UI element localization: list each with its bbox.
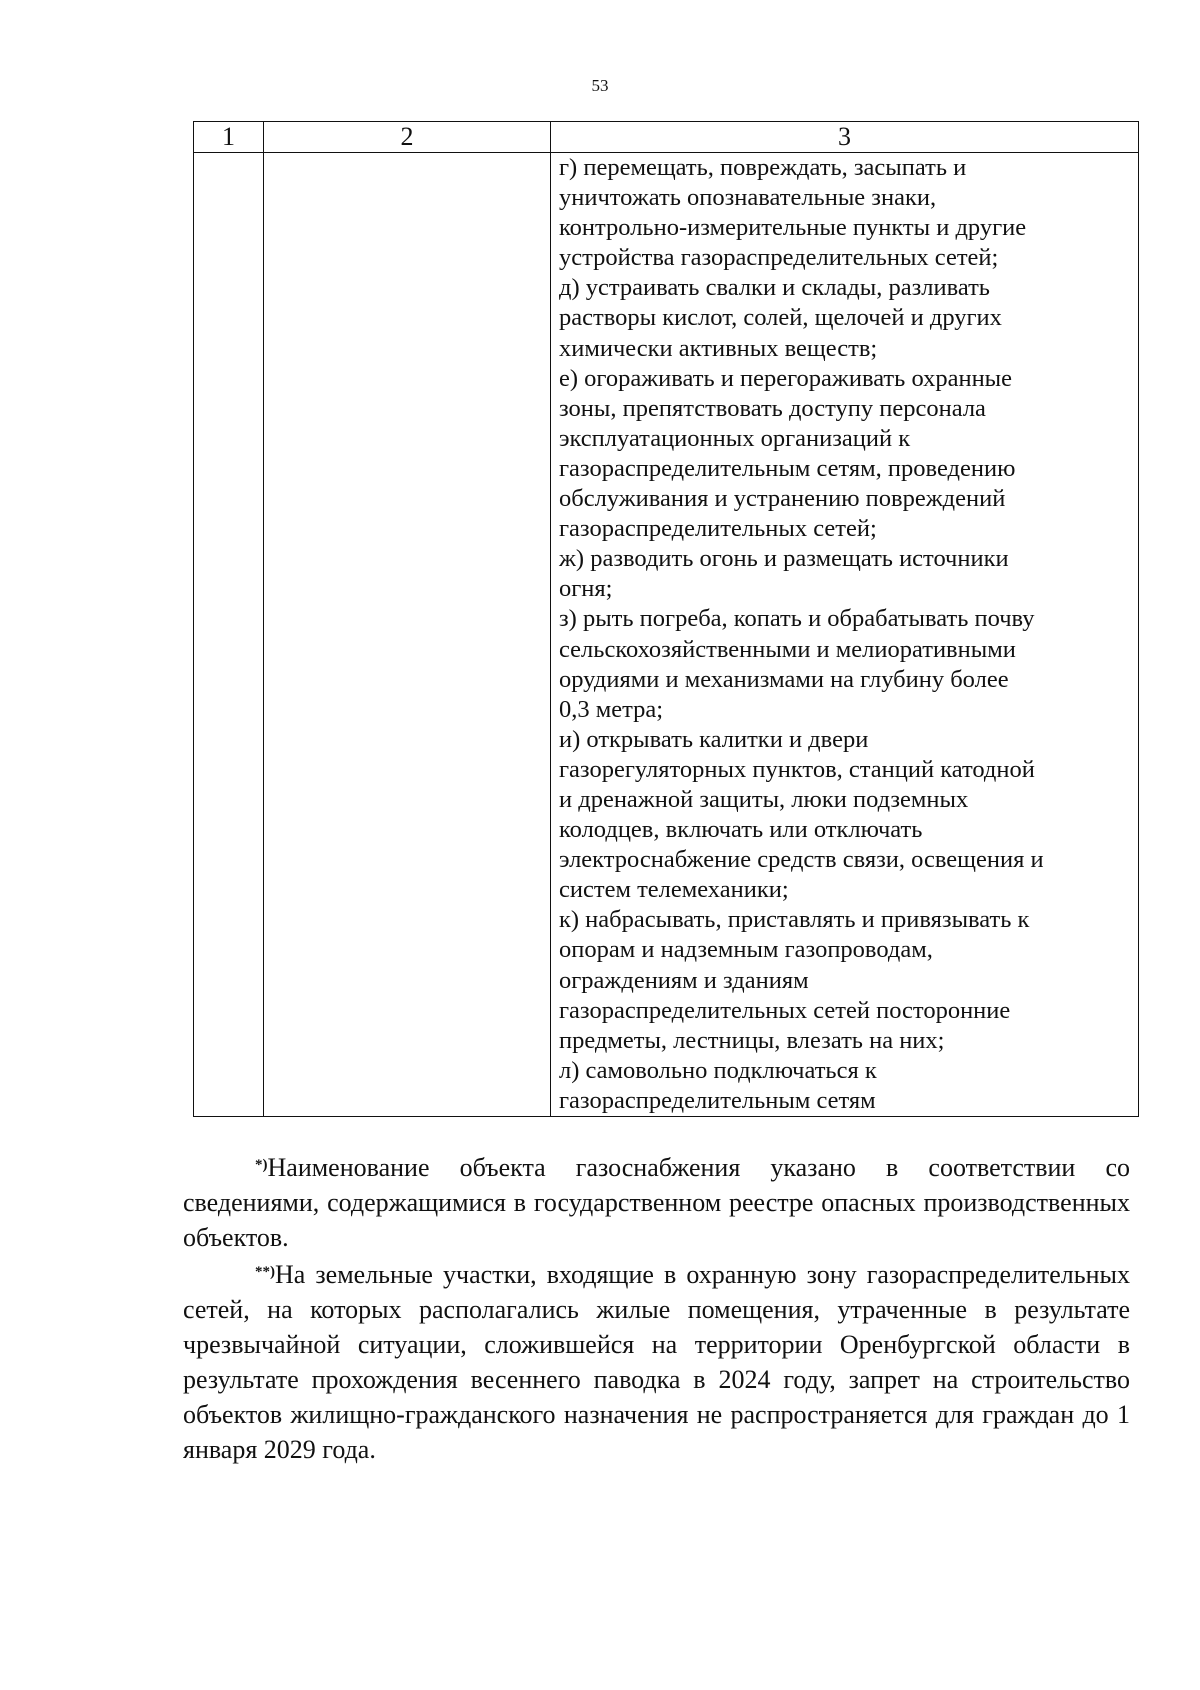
table-cell-col1 <box>194 153 264 1117</box>
restriction-line: уничтожать опознавательные знаки, <box>559 184 937 212</box>
footnote-2 <box>183 1257 1130 1467</box>
restriction-line: л) самовольно подключаться к <box>559 1056 877 1084</box>
restriction-line: и) открывать калитки и двери <box>559 725 869 753</box>
restriction-line: огня; <box>559 575 613 603</box>
column-header-3: 3 <box>551 122 1139 153</box>
page-number: 53 <box>591 76 609 95</box>
table-cell-col2 <box>264 153 551 1117</box>
footnote-1 <box>183 1150 1130 1255</box>
restriction-line: к) набрасывать, приставлять и привязывать к <box>559 906 1030 934</box>
restriction-line: орудиями и механизмами на глубину более <box>559 665 1009 693</box>
footnote-mark: **) <box>255 1264 275 1280</box>
restriction-line: устройства газораспределительных сетей; <box>559 244 999 272</box>
restriction-line: растворы кислот, солей, щелочей и других <box>559 304 1002 332</box>
restriction-line: д) устраивать свалки и склады, разливать <box>559 274 990 302</box>
restriction-line: газорегуляторных пунктов, станций катодной <box>559 755 1035 783</box>
restriction-line: газораспределительных сетей; <box>559 515 877 543</box>
restrictions-table <box>193 121 1139 1117</box>
restriction-line: ограждениям и зданиям <box>559 966 809 994</box>
restriction-line: газораспределительным сетям <box>559 1086 876 1114</box>
table-row <box>194 153 1139 1117</box>
restriction-line: химически активных веществ; <box>559 334 878 362</box>
restriction-line: г) перемещать, повреждать, засыпать и <box>559 154 967 181</box>
table-header-row <box>194 122 1139 153</box>
footnotes <box>183 1150 1130 1467</box>
restriction-line: колодцев, включать или отключать <box>559 816 923 844</box>
column-header-2: 2 <box>264 122 551 153</box>
restrictions-list <box>551 153 1138 1116</box>
restriction-line: е) огораживать и перегораживать охранные <box>559 364 1013 392</box>
restriction-line: 0,3 метра; <box>559 695 664 723</box>
restriction-line: контрольно-измерительные пункты и другие <box>559 214 1027 242</box>
table-cell-col3 <box>551 153 1139 1117</box>
restriction-line: опорам и надземным газопроводам, <box>559 936 933 964</box>
restriction-line: з) рыть погреба, копать и обрабатывать почву <box>559 605 1035 633</box>
column-header-1: 1 <box>194 122 264 153</box>
restriction-line: обслуживания и устранению повреждений <box>559 485 1006 513</box>
restriction-line: зоны, препятствовать доступу персонала <box>559 394 986 422</box>
restriction-line: сельскохозяйственными и мелиоративными <box>559 635 1016 663</box>
restriction-line: газораспределительных сетей посторонние <box>559 996 1011 1024</box>
footnote-mark: *) <box>255 1157 268 1173</box>
restriction-line: предметы, лестницы, влезать на них; <box>559 1026 945 1054</box>
footnote-text: Наименование объекта газоснабжения указано в соответствии со сведениями, содержащимися в государственном реестре опасных производственных объектов. <box>183 1153 1130 1252</box>
restriction-line: электроснабжение средств связи, освещения и <box>559 846 1044 874</box>
restriction-line: газораспределительным сетям, проведению <box>559 454 1016 482</box>
restriction-line: ж) разводить огонь и размещать источники <box>559 545 1009 573</box>
restriction-line: и дренажной защиты, люки подземных <box>559 785 969 813</box>
footnote-text: На земельные участки, входящие в охранную зону газораспределительных сетей, на которых располагались жилые помещения, утраченные в результате чрезвычайной ситуации, сложившейся на территории Оренбургской области в результате прохождения весеннего паводка в 2024 году, запрет на строительство объектов жилищно-гражданского назначения не распространяется для граждан до 1 января 2029 года. <box>183 1260 1130 1464</box>
restriction-line: систем телемеханики; <box>559 876 789 904</box>
restriction-line: эксплуатационных организаций к <box>559 424 911 452</box>
